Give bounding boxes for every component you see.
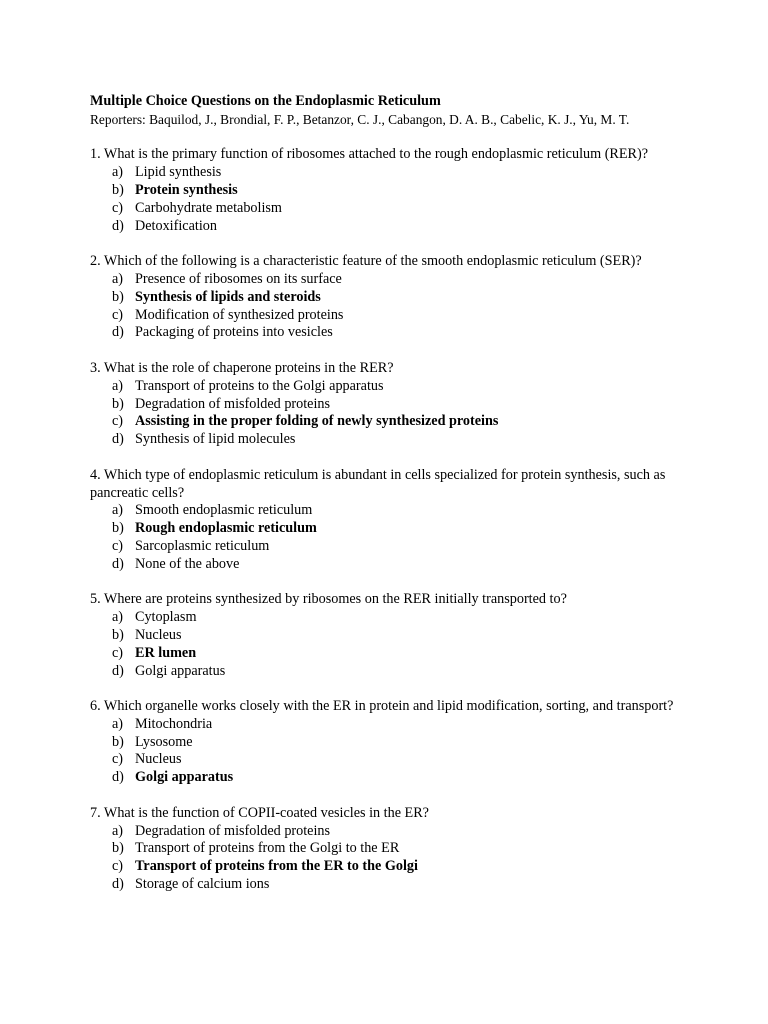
option-letter: b): [112, 626, 124, 643]
option-letter: a): [112, 377, 124, 394]
option-c: [90, 538, 690, 556]
question-6: [90, 698, 690, 787]
option-letter: d): [112, 431, 124, 448]
document-title: Multiple Choice Questions on the Endoplasmic Reticulum: [90, 93, 441, 109]
option-c: [90, 413, 690, 431]
option-d: [90, 556, 690, 574]
option-b: [90, 840, 690, 858]
question-text: 4. Which type of endoplasmic reticulum is abundant in cells specialized for protein synthesis, such as pancreatic cells?: [90, 466, 666, 501]
questions-list: [90, 146, 690, 893]
option-text: Transport of proteins from the ER to the Golgi: [135, 858, 418, 875]
option-letter: b): [112, 288, 124, 305]
option-letter: d): [112, 324, 124, 341]
option-text: Presence of ribosomes on its surface: [135, 270, 342, 287]
option-text: Rough endoplasmic reticulum: [135, 520, 317, 537]
option-text: Synthesis of lipid molecules: [135, 431, 296, 448]
option-letter: a): [112, 609, 124, 626]
option-text: ER lumen: [135, 644, 197, 661]
option-letter: d): [112, 217, 124, 234]
options-list: [90, 716, 690, 787]
option-letter: c): [112, 199, 124, 216]
option-letter: a): [112, 502, 124, 519]
option-b: [90, 396, 690, 414]
option-text: Mitochondria: [135, 715, 213, 732]
option-c: [90, 200, 690, 218]
option-text: Assisting in the proper folding of newly synthesized proteins: [135, 413, 499, 430]
option-a: [90, 164, 690, 182]
options-list: [90, 271, 690, 342]
option-text: Lysosome: [135, 733, 193, 750]
option-letter: b): [112, 181, 124, 198]
option-b: [90, 627, 690, 645]
option-letter: c): [112, 306, 124, 323]
option-letter: c): [112, 644, 124, 661]
option-letter: d): [112, 769, 124, 786]
option-letter: a): [112, 715, 124, 732]
option-b: [90, 182, 690, 200]
option-letter: c): [112, 537, 124, 554]
option-a: [90, 609, 690, 627]
option-letter: a): [112, 164, 124, 181]
option-text: Synthesis of lipids and steroids: [135, 288, 321, 305]
option-letter: d): [112, 662, 124, 679]
option-letter: a): [112, 270, 124, 287]
option-a: [90, 271, 690, 289]
option-text: Nucleus: [135, 626, 182, 643]
option-letter: b): [112, 520, 124, 537]
option-text: Nucleus: [135, 751, 182, 768]
option-letter: c): [112, 413, 124, 430]
option-text: Storage of calcium ions: [135, 876, 270, 893]
option-text: Transport of proteins to the Golgi apparatus: [135, 377, 384, 394]
option-text: Protein synthesis: [135, 181, 238, 198]
option-a: [90, 378, 690, 396]
option-text: Smooth endoplasmic reticulum: [135, 502, 313, 519]
option-text: Golgi apparatus: [135, 769, 234, 786]
option-a: [90, 716, 690, 734]
question-text: 2. Which of the following is a characteristic feature of the smooth endoplasmic reticulum (SER)?: [90, 253, 642, 270]
option-text: Sarcoplasmic reticulum: [135, 537, 270, 554]
option-c: [90, 751, 690, 769]
option-text: Packaging of proteins into vesicles: [135, 324, 333, 341]
option-letter: c): [112, 751, 124, 768]
option-d: [90, 876, 690, 894]
option-letter: c): [112, 858, 124, 875]
option-text: Degradation of misfolded proteins: [135, 395, 331, 412]
question-5: [90, 591, 690, 680]
question-7: [90, 805, 690, 894]
document-page: [90, 93, 690, 894]
options-list: [90, 164, 690, 235]
option-text: Modification of synthesized proteins: [135, 306, 344, 323]
question-text: 6. Which organelle works closely with the ER in protein and lipid modification, sorting, and transport?: [90, 698, 674, 715]
option-text: None of the above: [135, 555, 240, 572]
option-b: [90, 520, 690, 538]
option-text: Transport of proteins from the Golgi to the ER: [135, 840, 400, 857]
option-a: [90, 502, 690, 520]
option-text: Detoxification: [135, 217, 217, 234]
question-text: 3. What is the role of chaperone proteins in the RER?: [90, 359, 394, 376]
option-c: [90, 858, 690, 876]
option-letter: b): [112, 840, 124, 857]
option-text: Lipid synthesis: [135, 164, 222, 181]
option-letter: a): [112, 822, 124, 839]
options-list: [90, 378, 690, 449]
option-d: [90, 769, 690, 787]
question-text: 7. What is the function of COPII-coated vesicles in the ER?: [90, 804, 429, 821]
question-1: [90, 146, 690, 235]
option-letter: b): [112, 733, 124, 750]
option-c: [90, 307, 690, 325]
options-list: [90, 609, 690, 680]
question-4: [90, 467, 690, 574]
option-d: [90, 324, 690, 342]
option-b: [90, 734, 690, 752]
options-list: [90, 502, 690, 573]
option-b: [90, 289, 690, 307]
option-d: [90, 218, 690, 236]
option-d: [90, 431, 690, 449]
option-a: [90, 823, 690, 841]
question-2: [90, 253, 690, 342]
option-letter: d): [112, 555, 124, 572]
option-text: Golgi apparatus: [135, 662, 226, 679]
option-letter: b): [112, 395, 124, 412]
option-text: Degradation of misfolded proteins: [135, 822, 331, 839]
option-letter: d): [112, 876, 124, 893]
option-d: [90, 663, 690, 681]
options-list: [90, 823, 690, 894]
option-text: Carbohydrate metabolism: [135, 199, 282, 216]
option-c: [90, 645, 690, 663]
question-text: 1. What is the primary function of ribosomes attached to the rough endoplasmic reticulum (RER)?: [90, 146, 649, 163]
question-text: 5. Where are proteins synthesized by ribosomes on the RER initially transported to?: [90, 591, 567, 608]
option-text: Cytoplasm: [135, 609, 197, 626]
reporters-line: Reporters: Baquilod, J., Brondial, F. P., Betanzor, C. J., Cabangon, D. A. B., Cabelic, K. J., Yu, M. T.: [90, 111, 630, 127]
question-3: [90, 360, 690, 449]
